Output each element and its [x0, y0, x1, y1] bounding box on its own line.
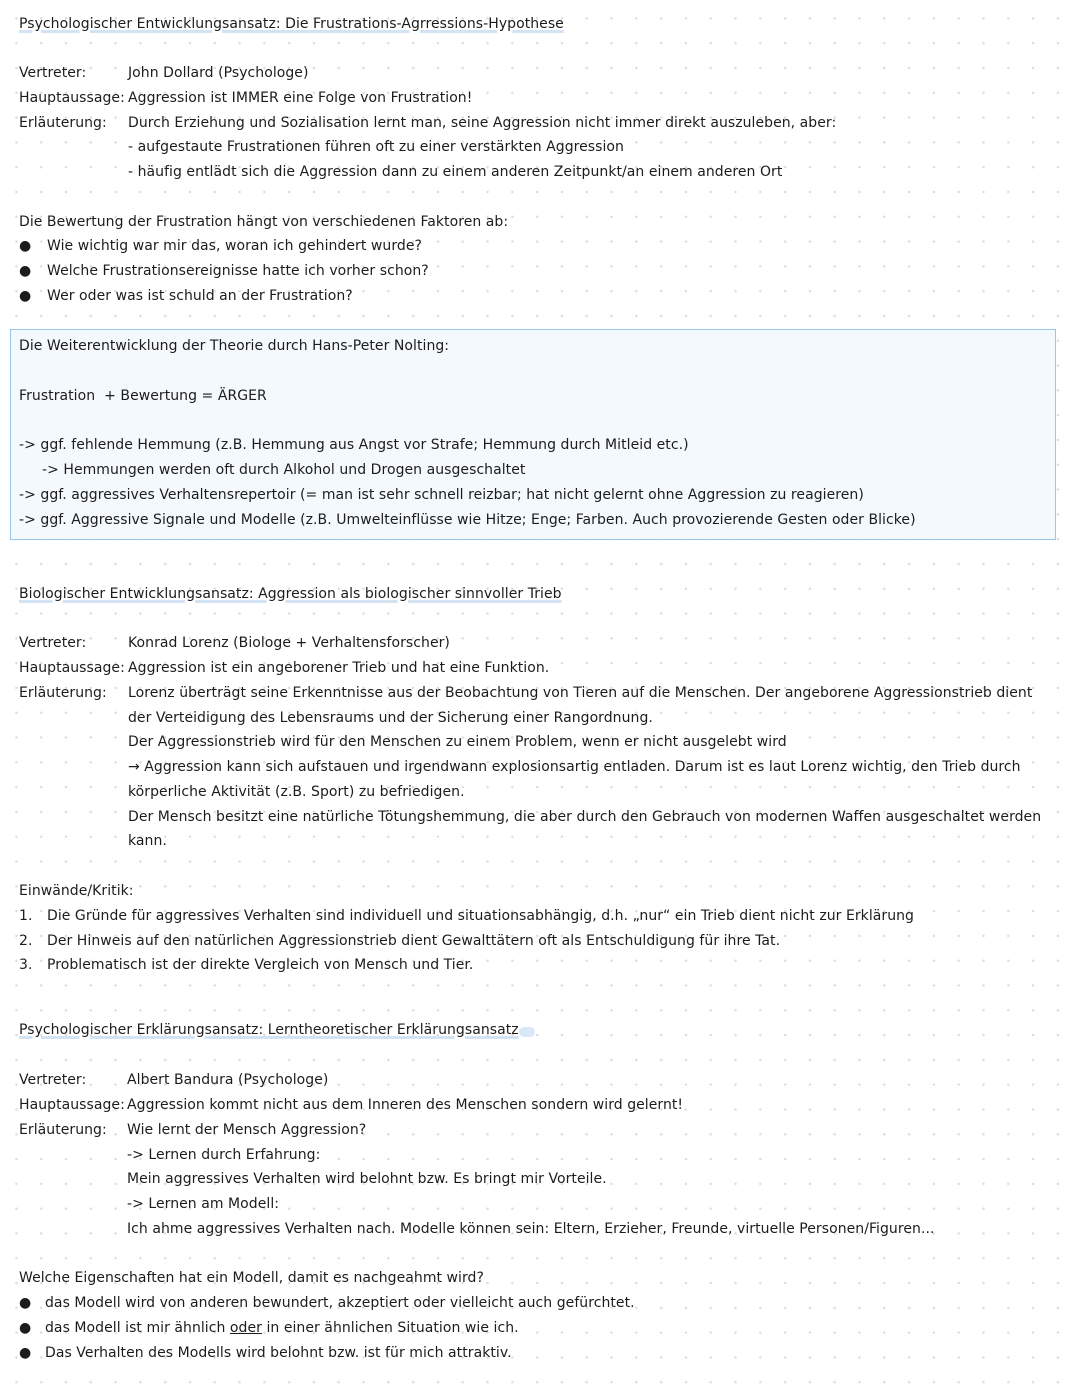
box-line-1: -> Hemmungen werden oft durch Alkohol und Drogen ausgeschaltet: [42, 462, 526, 478]
box-line-2: -> ggf. aggressives Verhaltensrepertoir (= man ist sehr schnell reizbar; hat nicht gelernt ohne Aggression zu reagieren): [19, 487, 864, 503]
s3-vertreter: Albert Bandura (Psychologe): [127, 1072, 329, 1088]
kritik-item-2: Problematisch ist der direkte Vergleich von Mensch und Tier.: [47, 957, 474, 973]
kritik-item-0: Die Gründe für aggressives Verhalten sind individuell und situationsabhängig, d.h. „nur“ ein Trieb dient nicht zur Erklärung: [47, 908, 914, 924]
modell-frage: Welche Eigenschaften hat ein Modell, damit es nachgeahmt wird?: [19, 1270, 484, 1286]
box-line-0: -> ggf. fehlende Hemmung (z.B. Hemmung aus Angst vor Strafe; Hemmung durch Mitleid etc.): [19, 437, 689, 453]
highlight-mark: [519, 1027, 535, 1037]
label-erlaeuterung: Erläuterung:: [19, 685, 107, 701]
section3-title: Psychologischer Erklärungsansatz: Lerntheoretischer Erklärungsansatz: [19, 1022, 519, 1038]
box-title: Die Weiterentwicklung der Theorie durch Hans-Peter Nolting:: [19, 338, 450, 354]
bullet-icon: ●: [19, 263, 32, 279]
s2-erl-0: Lorenz überträgt seine Erkenntnisse aus der Beobachtung von Tieren auf die Menschen. Der angeborene Aggressionstrieb dient: [128, 685, 1033, 701]
bullet-icon: ●: [19, 238, 32, 254]
label-hauptaussage: Hauptaussage:: [19, 1097, 125, 1113]
s3-erl-3: -> Lernen am Modell:: [127, 1196, 280, 1212]
s1-erl-1: - aufgestaute Frustrationen führen oft zu einer verstärkten Aggression: [128, 139, 624, 155]
s1-erl-2: - häufig entlädt sich die Aggression dann zu einem anderen Zeitpunkt/an einem anderen Ort: [128, 164, 783, 180]
s3-erl-1: -> Lernen durch Erfahrung:: [127, 1147, 321, 1163]
kritik-num-2: 3.: [19, 957, 33, 973]
bewertung-bullet-0: Wie wichtig war mir das, woran ich gehindert wurde?: [47, 238, 422, 254]
label-hauptaussage: Hauptaussage:: [19, 90, 125, 106]
bewertung-intro: Die Bewertung der Frustration hängt von verschiedenen Faktoren ab:: [19, 214, 509, 230]
kritik-title: Einwände/Kritik:: [19, 883, 134, 899]
s2-hauptaussage: Aggression ist ein angeborener Trieb und hat eine Funktion.: [128, 660, 550, 676]
s2-erl-1: der Verteidigung des Lebensraums und der Sicherung einer Rangordnung.: [128, 710, 653, 726]
s3-erl-4: Ich ahme aggressives Verhalten nach. Modelle können sein: Eltern, Erzieher, Freunde, virtuelle Personen/Figuren...: [127, 1221, 935, 1237]
section1-title: Psychologischer Entwicklungsansatz: Die Frustrations-Agrressions-Hypothese: [19, 16, 564, 32]
bewertung-bullet-1: Welche Frustrationsereignisse hatte ich vorher schon?: [47, 263, 429, 279]
label-erlaeuterung: Erläuterung:: [19, 1122, 107, 1138]
s3-erl-2: Mein aggressives Verhalten wird belohnt bzw. Es bringt mir Vorteile.: [127, 1171, 607, 1187]
s3-hauptaussage: Aggression kommt nicht aus dem Inneren des Menschen sondern wird gelernt!: [127, 1097, 684, 1113]
bullet-icon: ●: [19, 288, 32, 304]
modell-bullet-1-b: in einer ähnlichen Situation wie ich.: [261, 1320, 519, 1336]
s2-erl-4: körperliche Aktivität (z.B. Sport) zu befriedigen.: [128, 784, 465, 800]
modell-bullet-0: das Modell wird von anderen bewundert, akzeptiert oder vielleicht auch gefürchtet.: [45, 1295, 635, 1311]
s3-erl-0: Wie lernt der Mensch Aggression?: [127, 1122, 367, 1138]
label-erlaeuterung: Erläuterung:: [19, 115, 107, 131]
bullet-icon: ●: [19, 1345, 32, 1361]
s1-vertreter: John Dollard (Psychologe): [128, 65, 309, 81]
s2-erl-5: Der Mensch besitzt eine natürliche Tötungshemmung, die aber durch den Gebrauch von modernen Waffen ausgeschaltet werden: [128, 809, 1042, 825]
label-vertreter: Vertreter:: [19, 635, 87, 651]
label-vertreter: Vertreter:: [19, 65, 87, 81]
bullet-icon: ●: [19, 1295, 32, 1311]
label-vertreter: Vertreter:: [19, 1072, 87, 1088]
s2-erl-2: Der Aggressionstrieb wird für den Menschen zu einem Problem, wenn er nicht ausgelebt wird: [128, 734, 787, 750]
s1-erl-0: Durch Erziehung und Sozialisation lernt man, seine Aggression nicht immer direkt auszuleben, aber:: [128, 115, 837, 131]
bewertung-bullet-2: Wer oder was ist schuld an der Frustration?: [47, 288, 353, 304]
s2-vertreter: Konrad Lorenz (Biologe + Verhaltensforscher): [128, 635, 450, 651]
modell-bullet-2: Das Verhalten des Modells wird belohnt bzw. ist für mich attraktiv.: [45, 1345, 512, 1361]
modell-bullet-1-a: das Modell ist mir ähnlich: [45, 1320, 230, 1336]
section2-title: Biologischer Entwicklungsansatz: Aggression als biologischer sinnvoller Trieb: [19, 586, 562, 602]
label-hauptaussage: Hauptaussage:: [19, 660, 125, 676]
bullet-icon: ●: [19, 1320, 32, 1336]
s1-hauptaussage: Aggression ist IMMER eine Folge von Frustration!: [128, 90, 473, 106]
kritik-num-0: 1.: [19, 908, 33, 924]
box-line-3: -> ggf. Aggressive Signale und Modelle (z.B. Umwelteinflüsse wie Hitze; Enge; Farben. Auch provozierende Gesten oder Blicke): [19, 512, 916, 528]
modell-bullet-1-underlined: oder: [229, 1320, 262, 1336]
kritik-num-1: 2.: [19, 933, 33, 949]
s2-erl-3: → Aggression kann sich aufstauen und irgendwann explosionsartig entladen. Darum ist es laut Lorenz wichtig, den Trieb durch: [128, 759, 1021, 775]
box-formula: Frustration + Bewertung = ÄRGER: [19, 388, 267, 404]
modell-bullet-1: [45, 1318, 519, 1338]
s2-erl-6: kann.: [128, 833, 167, 849]
kritik-item-1: Der Hinweis auf den natürlichen Aggressionstrieb dient Gewalttätern oft als Entschuldigung für ihre Tat.: [47, 933, 781, 949]
